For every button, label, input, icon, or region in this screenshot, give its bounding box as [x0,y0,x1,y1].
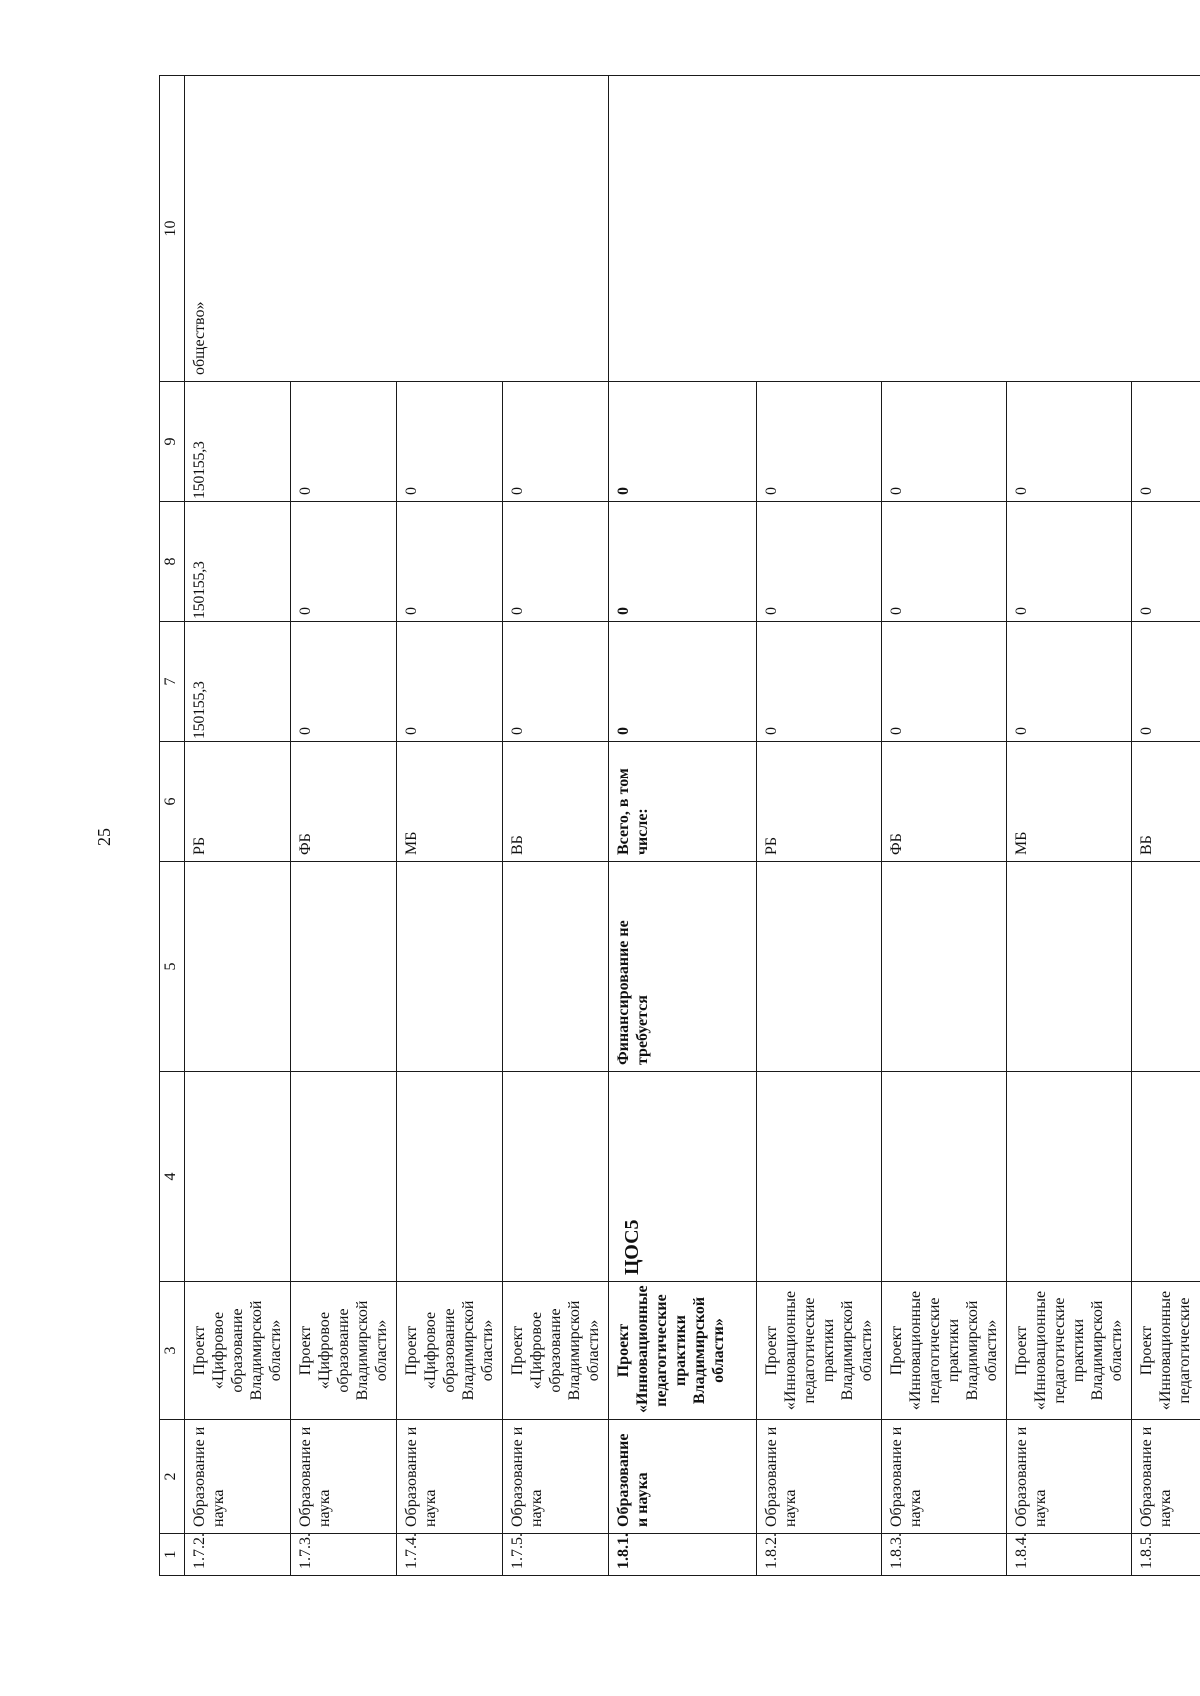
code-cell [503,1072,609,1282]
table-row-total [609,76,757,1576]
financing-note-cell [882,862,1007,1072]
code-cell [882,1072,1007,1282]
col-header: 8 [160,502,185,622]
budget-source-cell: МБ [397,742,503,862]
row-number: 1.8.5. [1132,1534,1200,1576]
project-cell: Проект «Инновационные педагогические практики Владимирской области» [882,1282,1007,1420]
row-number: 1.7.5. [503,1534,609,1576]
amount-cell: 0 [757,502,882,622]
code-cell [397,1072,503,1282]
budget-source-cell: МБ [1007,742,1132,862]
row-number: 1.8.3. [882,1534,1007,1576]
amount-cell: 0 [757,622,882,742]
amount-cell: 0 [882,382,1007,502]
col-header: 7 [160,622,185,742]
amount-cell: 0 [882,622,1007,742]
row-number: 1.8.2. [757,1534,882,1576]
amount-cell: 0 [291,502,397,622]
project-cell: Проект «Инновационные педагогические практики Владимирской области» [1007,1282,1132,1420]
note-cell: общество» [185,76,609,382]
financing-note-cell [291,862,397,1072]
amount-cell: 0 [503,382,609,502]
row-number: 1.7.4. [397,1534,503,1576]
sector-cell: Образование и наука [609,1420,757,1534]
project-cell: Проект «Цифровое образование Владимирской области» [503,1282,609,1420]
col-header: 5 [160,862,185,1072]
sector-cell: Образование и наука [503,1420,609,1534]
amount-cell: 0 [291,382,397,502]
sector-cell: Образование и наука [1007,1420,1132,1534]
amount-cell: 0 [397,382,503,502]
budget-source-cell: РБ [185,742,291,862]
amount-cell: 0 [882,502,1007,622]
financing-note-cell [757,862,882,1072]
financing-note-cell [397,862,503,1072]
amount-cell: 0 [1132,622,1200,742]
amount-cell: 0 [291,622,397,742]
code-cell: ЦОС5 [609,1072,757,1282]
table-header-row [160,76,185,1576]
sector-cell: Образование и наука [291,1420,397,1534]
sector-cell: Образование и наука [757,1420,882,1534]
amount-cell: 0 [1007,382,1132,502]
budget-source-cell: Всего, в том числе: [609,742,757,862]
row-number: 1.8.1. [609,1534,757,1576]
code-cell [1007,1072,1132,1282]
code-cell [291,1072,397,1282]
sector-cell: Образование и наука [397,1420,503,1534]
budget-source-cell: ВБ [1132,742,1200,862]
financing-note-cell [1132,862,1200,1072]
col-header: 6 [160,742,185,862]
amount-cell: 0 [757,382,882,502]
col-header: 3 [160,1282,185,1420]
col-header: 10 [160,76,185,382]
col-header: 4 [160,1072,185,1282]
budget-source-cell: РБ [757,742,882,862]
row-number: 1.7.3. [291,1534,397,1576]
amount-cell: 0 [1132,502,1200,622]
financing-note-cell [503,862,609,1072]
note-cell [609,76,1200,382]
data-table [159,75,1200,1576]
financing-note-cell [1007,862,1132,1072]
amount-cell: 0 [609,502,757,622]
amount-cell: 0 [1132,382,1200,502]
financing-note-cell: Финансирование не требуется [609,862,757,1072]
page-number: 25 [94,828,114,846]
code-cell [185,1072,291,1282]
col-header: 2 [160,1420,185,1534]
project-cell: Проект «Цифровое образование Владимирской области» [397,1282,503,1420]
amount-cell: 0 [397,502,503,622]
amount-cell: 0 [503,622,609,742]
col-header: 1 [160,1534,185,1576]
sector-cell: Образование и наука [185,1420,291,1534]
amount-cell: 150155,3 [185,502,291,622]
financing-note-cell [185,862,291,1072]
sector-cell: Образование и наука [1132,1420,1200,1534]
row-number: 1.8.4. [1007,1534,1132,1576]
amount-cell: 150155,3 [185,622,291,742]
budget-source-cell: ФБ [882,742,1007,862]
row-number: 1.7.2. [185,1534,291,1576]
project-cell: Проект «Цифровое образование Владимирской области» [185,1282,291,1420]
amount-cell: 0 [609,382,757,502]
project-cell: Проект «Инновационные педагогические [1132,1282,1200,1420]
project-cell: Проект «Инновационные педагогические практики Владимирской области» [757,1282,882,1420]
amount-cell: 0 [397,622,503,742]
project-cell: Проект «Цифровое образование Владимирской области» [291,1282,397,1420]
amount-cell: 150155,3 [185,382,291,502]
project-cell: Проект «Инновационные педагогические практики Владимирской области» [609,1282,757,1420]
amount-cell: 0 [1007,622,1132,742]
table-wrapper [159,76,1193,1576]
amount-cell: 0 [1007,502,1132,622]
code-cell [1132,1072,1200,1282]
col-header: 9 [160,382,185,502]
amount-cell: 0 [503,502,609,622]
sector-cell: Образование и наука [882,1420,1007,1534]
budget-source-cell: ВБ [503,742,609,862]
budget-source-cell: ФБ [291,742,397,862]
amount-cell: 0 [609,622,757,742]
table-row [185,76,291,1576]
code-cell [757,1072,882,1282]
